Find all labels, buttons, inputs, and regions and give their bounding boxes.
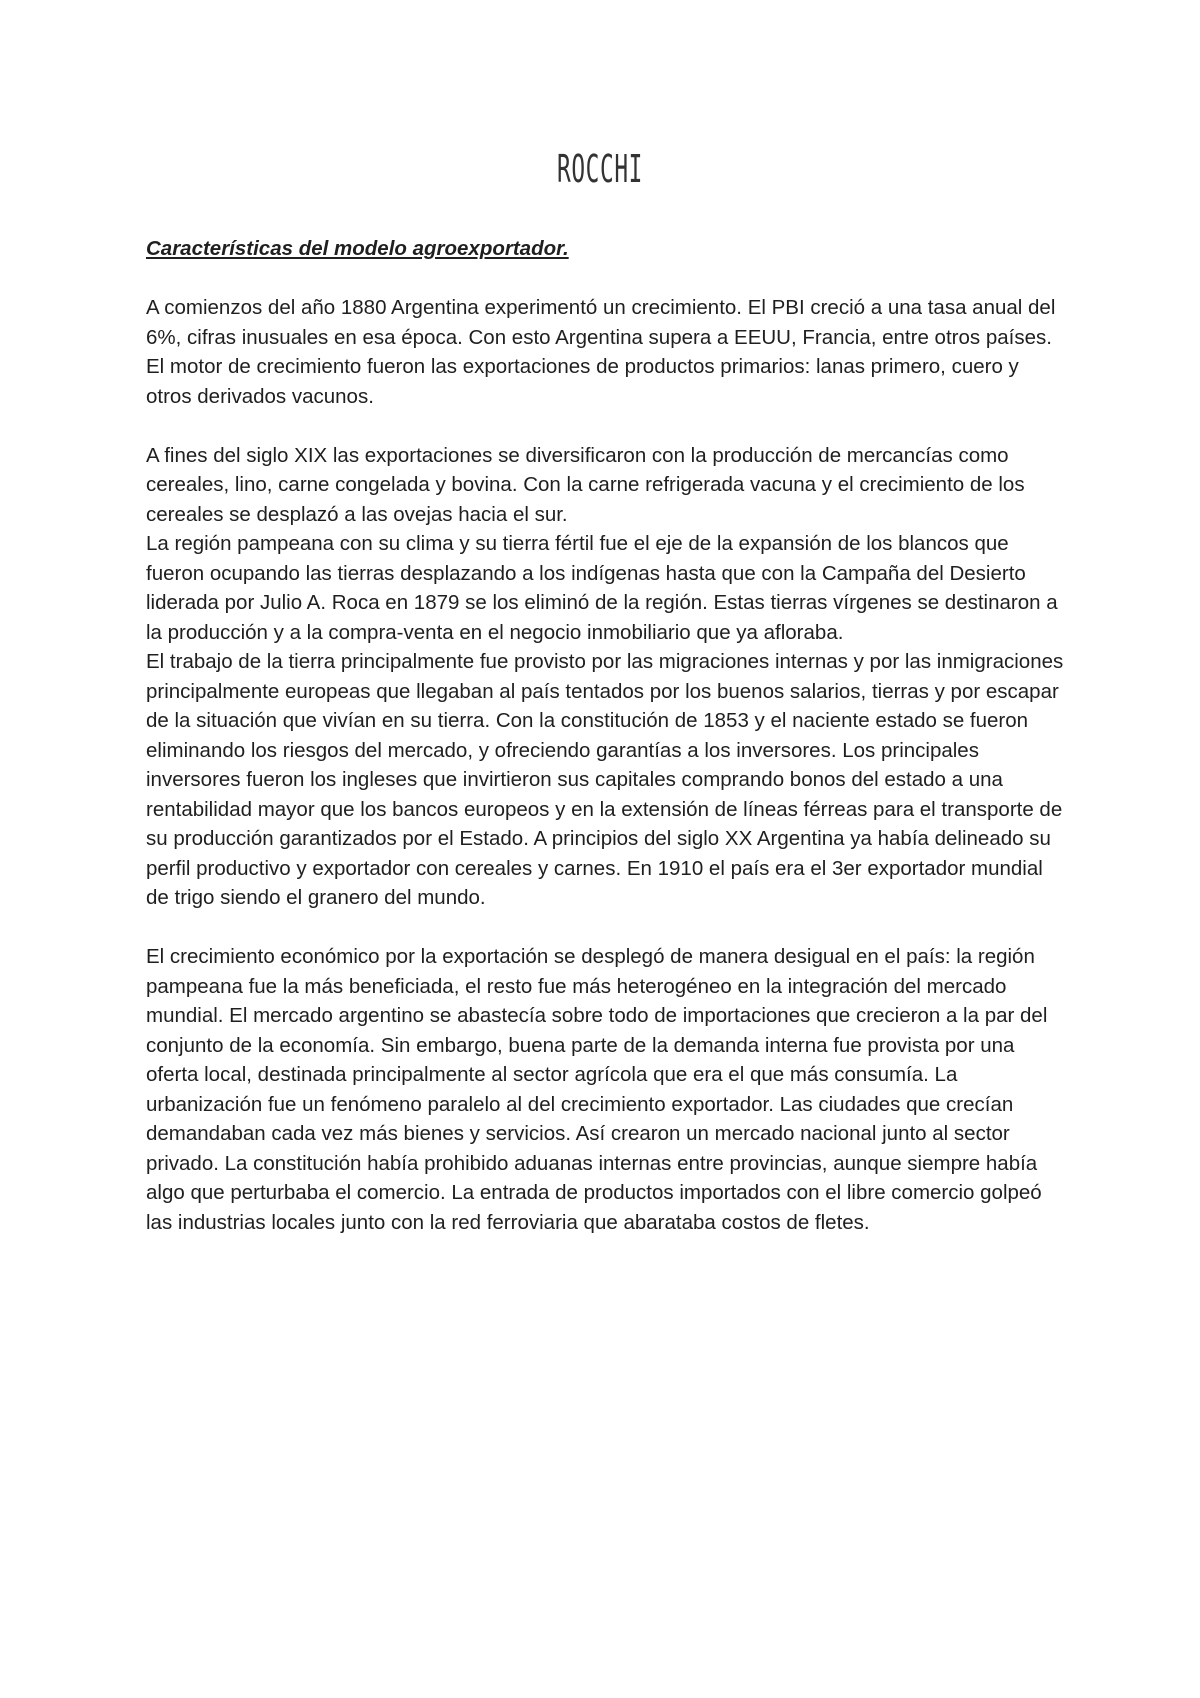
- document-body: [146, 234, 1066, 1237]
- section-heading: Características del modelo agroexportador.: [146, 237, 569, 260]
- document-title: ROCCHI: [557, 147, 643, 191]
- paragraph-spacer: [146, 411, 1066, 441]
- paragraph-spacer: [146, 913, 1066, 943]
- paragraph: A comienzos del año 1880 Argentina experimentó un crecimiento. El PBI creció a una tasa anual del 6%, cifras inusuales en esa época. Con esto Argentina supera a EEUU, Francia, entre otros países. El motor de crecimiento fueron las exportaciones de productos primarios: lanas primero, cuero y otros derivados vacunos.: [146, 296, 1056, 408]
- paragraph: El trabajo de la tierra principalmente fue provisto por las migraciones internas y por las inmigraciones principalmente europeas que llegaban al país tentados por los buenos salarios, tierras y por escapar de la situación que vivían en su tierra. Con la constitución de 1853 y el naciente estado se fueron eliminando los riesgos del mercado, y ofreciendo garantías a los inversores. Los principales inversores fueron los ingleses que invirtieron sus capitales comprando bonos del estado a una rentabilidad mayor que los bancos europeos y en la extensión de líneas férreas para el transporte de su producción garantizados por el Estado. A principios del siglo XX Argentina ya había delineado su perfil productivo y exportador con cereales y carnes. En 1910 el país era el 3er exportador mundial de trigo siendo el granero del mundo.: [146, 650, 1064, 909]
- paragraph: El crecimiento económico por la exportación se desplegó de manera desigual en el país: la región pampeana fue la más beneficiada, el resto fue más heterogéneo en la integración del mercado mundial. El mercado argentino se abastecía sobre todo de importaciones que crecieron a la par del conjunto de la economía. Sin embargo, buena parte de la demanda interna fue provista por una oferta local, destinada principalmente al sector agrícola que era el que más consumía. La urbanización fue un fenómeno paralelo al del crecimiento exportador. Las ciudades que crecían demandaban cada vez más bienes y servicios. Así crearon un mercado nacional junto al sector privado. La constitución había prohibido aduanas internas entre provincias, aunque siempre había algo que perturbaba el comercio. La entrada de productos importados con el libre comercio golpeó las industrias locales junto con la red ferroviaria que abarataba costos de fletes.: [146, 945, 1048, 1234]
- paragraph: La región pampeana con su clima y su tierra fértil fue el eje de la expansión de los blancos que fueron ocupando las tierras desplazando a los indígenas hasta que con la Campaña del Desierto liderada por Julio A. Roca en 1879 se los eliminó de la región. Estas tierras vírgenes se destinaron a la producción y a la compra-venta en el negocio inmobiliario que ya afloraba.: [146, 532, 1058, 644]
- paragraph: A fines del siglo XIX las exportaciones se diversificaron con la producción de mercancías como cereales, lino, carne congelada y bovina. Con la carne refrigerada vacuna y el crecimiento de los cereales se desplazó a las ovejas hacia el sur.: [146, 443, 1025, 526]
